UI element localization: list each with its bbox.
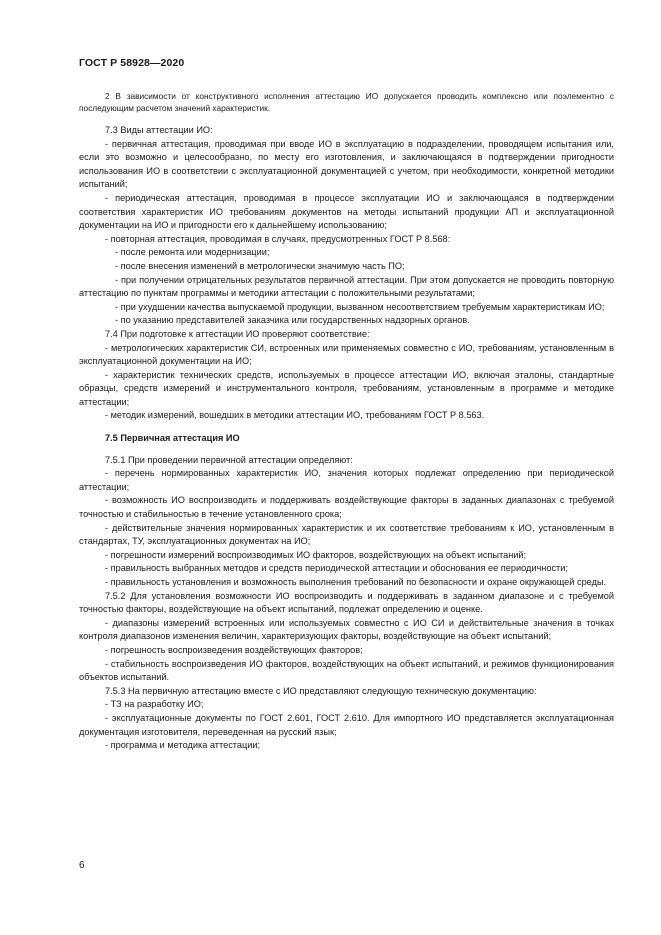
list-item: - периодическая аттестация, проводимая в процессе эксплуатации ИО и заключающаяся в подтверждении соответствия характеристик ИО требованиям документов на методы испытаний продукции АП и эксплуатационной документации на ИО и пригодности его к дальнейшему использованию; — [79, 192, 614, 231]
list-item: - возможность ИО воспроизводить и поддерживать воздействующие факторы в заданных диапазонах с требуемой точностью и стабильностью в течение установленного срока; — [79, 495, 614, 520]
list-item: - первичная аттестация, проводимая при вводе ИО в эксплуатацию в подразделении, проводящем испытания или, если это возможно и целесообразно, по месту его изготовления, и заключающаяся в подтверждении пригодности использования ИО в соответствии с эксплуатационной документацией с учетом, при необходимости, конкретной методики испытаний; — [79, 138, 614, 190]
sub-list-item: - при получении отрицательных результатов первичной аттестации. При этом допускается не проводить повторную аттестацию по пунктам программы и методики аттестации с положительными результатами; — [79, 274, 614, 299]
document-body — [79, 90, 614, 753]
paragraph-7-4: 7.4 При подготовке к аттестации ИО проверяют соответствие: — [105, 328, 370, 339]
list-item: - эксплуатационные документы по ГОСТ 2.601, ГОСТ 2.610. Для импортного ИО представляется эксплуатационная документация изготовителя, переведенная на русский язык; — [79, 712, 614, 737]
paragraph-7-3: 7.3 Виды аттестации ИО: — [105, 125, 213, 135]
list-item: - повторная аттестация, проводимая в случаях, предусмотренных ГОСТ Р 8.568: — [105, 233, 451, 244]
list-item: - погрешности измерений воспроизводимых ИО факторов, воздействующих на объект испытаний; — [105, 549, 527, 560]
list-item: - правильность установления и возможность выполнения требований по безопасности и охране окружающей среды. — [105, 577, 607, 587]
list-item: - характеристик технических средств, используемых в процессе аттестации ИО, включая эталоны, стандартные образцы, средств измерений и инструментального контроля, требованиям, установленным в программе и методике аттестации; — [79, 369, 614, 407]
document-header: ГОСТ Р 58928—2020 — [79, 57, 185, 69]
list-item: - ТЗ на разработку ИО; — [105, 699, 204, 710]
list-item: - метрологических характеристик СИ, встроенных или применяемых совместно с ИО, требованиям, установленным в эксплуатационной документации на ИО; — [79, 342, 614, 367]
paragraph-7-5-2: 7.5.2 Для установления возможности ИО воспроизводить и поддерживать в заданном диапазоне и с требуемой точностью факторы, воздействующие на объект испытаний, подлежат определению и оценке. — [79, 590, 614, 615]
list-item: - правильность выбранных методов и средств периодической аттестации и обоснования ее периодичности; — [105, 563, 568, 574]
list-item: - перечень нормированных характеристик ИО, значения которых подлежат определению при периодической аттестации; — [79, 468, 614, 492]
sub-list-item: - по указанию представителей заказчика или государственных надзорных органов. — [115, 315, 470, 326]
sub-list-item: - после внесения изменений в метрологически значимую часть ПО; — [115, 260, 405, 271]
list-item: - стабильность воспроизведения ИО факторов, воздействующих на объект испытаний, и режимов функционирования объектов испытаний. — [79, 658, 614, 683]
list-item: - действительные значения нормированных характеристик и их соответствие требованиям к ИО, установленным в стандартах, ТУ, эксплуатационных документах на ИО; — [79, 522, 614, 547]
list-item: - диапазоны измерений встроенных или используемых совместно с ИО СИ и действительные значения в точках контроля диапазонов изменения величин, характеризующих факторы, воздействующие на объект испытаний; — [79, 617, 614, 642]
section-heading: 7.5 Первичная аттестация ИО — [105, 433, 240, 444]
list-item: - методик измерений, вошедших в методики аттестации ИО, требованиям ГОСТ Р 8.563. — [105, 410, 485, 421]
paragraph-7-5-1: 7.5.1 При проведении первичной аттестации определяют: — [105, 454, 353, 465]
page-number: 6 — [79, 860, 85, 871]
sub-list-item: - при ухудшении качества выпускаемой продукции, вызванном несоответствием требуемым характеристикам ИО; — [115, 301, 605, 312]
note-paragraph: 2 В зависимости от конструктивного исполнения аттестацию ИО допускается проводить комплексно или поэлементно с последующим расчетом значений характеристик. — [79, 91, 614, 113]
paragraph-7-5-3: 7.5.3 На первичную аттестацию вместе с ИО представляют следующую техническую документацию: — [105, 685, 537, 696]
list-item: - погрешность воспроизведения воздействующих факторов; — [105, 644, 363, 655]
sub-list-item: - после ремонта или модернизации; — [115, 247, 270, 258]
list-item: - программа и методика аттестации; — [105, 740, 261, 751]
